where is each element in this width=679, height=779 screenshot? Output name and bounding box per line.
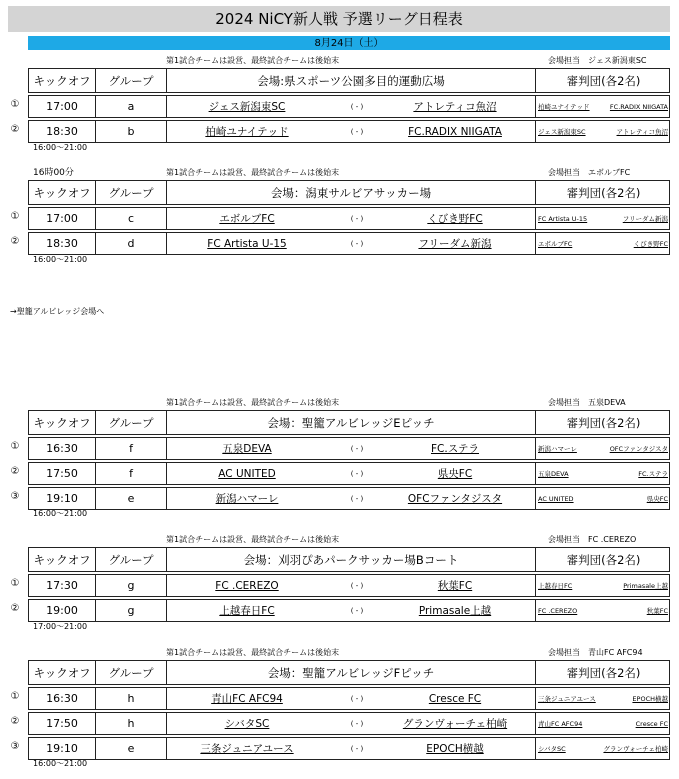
away-team: 秋葉FC [437,580,473,592]
match-teams [167,463,536,484]
away-team: Cresce FC [428,692,482,705]
referee-1: 三条ジュニアユース [538,695,596,703]
setup-note: 第1試合チームは設営、最終試合チームは後始末 [166,168,340,177]
match-teams [167,438,536,459]
referee-2: くびき野FC [633,240,668,248]
schedule-table [10,410,670,510]
vs-mark: ( - ) [350,102,364,111]
match-row [10,462,670,485]
venue-name: 会場：刈羽ぴあパークサッカー場Bコート [167,548,536,571]
referee-teams [536,600,671,621]
match-row [10,95,670,118]
vs-mark: ( - ) [350,469,364,478]
venue-manager: 会場担当 エボルブFC [548,168,631,177]
kickoff-time: 19:00 [29,600,96,621]
kickoff-time: 17:00 [29,96,96,117]
referee-header: 審判団(各2名) [566,552,641,567]
referee-teams [536,575,671,596]
match-teams [167,713,536,734]
referee-teams [536,463,671,484]
match-teams [167,575,536,596]
match-row [10,437,670,460]
home-team: 新潟ハマーレ [215,493,279,505]
group-letter: f [96,438,167,459]
vs-mark: ( - ) [350,127,364,136]
referee-2: フリーダム新潟 [622,215,668,223]
referee-header: 審判団(各2名) [566,415,641,430]
referee-1: AC UNITED [538,494,574,503]
kickoff-time: 17:30 [29,575,96,596]
time-range: 16:00～21:00 [33,509,88,518]
referee-teams [536,688,671,709]
referee-2: Primasale上越 [623,582,668,590]
away-team: OFCファンタジスタ [407,493,503,505]
match-teams [167,600,536,621]
referee-1: エボルブFC [538,240,573,248]
match-row [10,120,670,143]
kickoff-header: キックオフ [29,548,96,571]
time-range: 16:00～21:00 [33,255,88,264]
table-header [28,180,670,205]
venue-manager: 会場担当 五泉DEVA [548,398,626,407]
vs-mark: ( - ) [350,581,364,590]
vs-mark: ( - ) [350,694,364,703]
referee-header: 審判団(各2名) [566,665,641,680]
venue-manager: 会場担当 青山FC AFC94 [548,648,643,657]
referee-2: 秋葉FC [646,607,668,615]
schedule-table [10,68,670,143]
setup-note: 第1試合チームは設営、最終試合チームは後始末 [166,56,340,65]
vs-mark: ( - ) [350,239,364,248]
match-number: ② [10,466,20,477]
kickoff-time: 17:50 [29,713,96,734]
referee-2: Cresce FC [635,719,668,728]
referee-2: グランヴォーチェ柏崎 [603,745,668,753]
section-note [0,646,679,660]
table-header [28,660,670,685]
kickoff-time: 16:30 [29,688,96,709]
referee-1: 青山FC AFC94 [538,720,583,728]
start-time-note: 16時00分 [33,168,74,178]
match-number: ① [10,211,20,222]
match-row [10,232,670,255]
home-team: 柏崎ユナイテッド [205,126,289,138]
away-team: フリーダム新潟 [418,238,492,250]
kickoff-time: 19:10 [29,488,96,509]
time-range: 16:00～21:00 [33,759,88,768]
home-team: AC UNITED [218,467,276,480]
referee-teams [536,488,671,509]
table-header [28,410,670,435]
time-range: 17:00～21:00 [33,622,88,631]
group-letter: b [96,121,167,142]
vs-mark: ( - ) [350,214,364,223]
referee-header: 審判団(各2名) [566,73,641,88]
kickoff-header: キックオフ [29,411,96,434]
away-team: FC.RADIX NIIGATA [408,125,502,138]
group-letter: h [96,688,167,709]
referee-teams [536,208,671,229]
group-header: グループ [96,661,167,684]
referee-2: アトレティコ魚沼 [616,128,668,136]
away-team: アトレティコ魚沼 [413,101,497,113]
home-team: エボルブFC [219,213,275,225]
home-team: 五泉DEVA [222,443,272,455]
referee-1: 上越春日FC [538,582,573,590]
vs-mark: ( - ) [350,494,364,503]
referee-teams [536,121,671,142]
kickoff-time: 19:10 [29,738,96,759]
referee-teams [536,713,671,734]
away-team: 県央FC [437,468,473,480]
kickoff-header: キックオフ [29,661,96,684]
section-note [0,54,679,68]
table-header [28,68,670,93]
referee-teams [536,233,671,254]
match-row [10,737,670,760]
match-teams [167,688,536,709]
match-number: ② [10,716,20,727]
referee-1: FC Artista U-15 [538,214,588,223]
referee-teams [536,738,671,759]
home-team: 青山FC AFC94 [211,693,283,705]
match-row [10,599,670,622]
home-team: シバタSC [224,718,270,730]
arrow-note: →聖籠アルビレッジ会場へ [10,307,105,316]
referee-1: 柏崎ユナイテッド [538,103,590,111]
group-header: グループ [96,548,167,571]
referee-2: EPOCH横越 [632,695,668,703]
referee-2: OFCファンタジスタ [609,445,668,453]
away-team: くびき野FC [427,213,483,225]
venue-manager: 会場担当 ジェス新潟東SC [548,56,647,65]
kickoff-time: 17:50 [29,463,96,484]
match-number: ② [10,236,20,247]
referee-teams [536,438,671,459]
page-title: 2024 NiCY新人戦 予選リーグ日程表 [8,6,670,32]
group-letter: h [96,713,167,734]
match-teams [167,488,536,509]
venue-name: 会場:県スポーツ公園多目的運動広場 [167,69,536,92]
home-team: ジェス新潟東SC [208,101,286,113]
kickoff-time: 16:30 [29,438,96,459]
home-team: 上越春日FC [219,605,275,617]
match-number: ① [10,691,20,702]
home-team: 三条ジュニアユース [200,743,294,755]
match-number: ② [10,603,20,614]
match-teams [167,208,536,229]
home-team: FC Artista U-15 [207,237,287,250]
referee-1: ジェス新潟東SC [538,128,586,136]
match-number: ① [10,99,20,110]
match-teams [167,96,536,117]
vs-mark: ( - ) [350,744,364,753]
match-row [10,687,670,710]
setup-note: 第1試合チームは設営、最終試合チームは後始末 [166,648,340,657]
match-teams [167,738,536,759]
referee-teams [536,96,671,117]
referee-1: シバタSC [538,745,566,753]
venue-name: 会場：聖籠アルビレッジFピッチ [167,661,536,684]
section-note [0,396,679,410]
match-number: ① [10,441,20,452]
venue-manager: 会場担当 FC .CEREZO [548,535,637,544]
time-range: 16:00～21:00 [33,143,88,152]
match-number: ③ [10,491,20,502]
group-letter: f [96,463,167,484]
kickoff-time: 18:30 [29,121,96,142]
away-team: EPOCH横越 [426,743,484,755]
referee-2: FC.RADIX NIIGATA [609,102,668,111]
referee-2: FC.ステラ [638,470,668,478]
setup-note: 第1試合チームは設営、最終試合チームは後始末 [166,398,340,407]
section-note [0,533,679,547]
vs-mark: ( - ) [350,719,364,728]
group-letter: g [96,600,167,621]
group-header: グループ [96,411,167,434]
vs-mark: ( - ) [350,606,364,615]
referee-1: 五泉DEVA [538,470,569,478]
match-row [10,207,670,230]
group-letter: d [96,233,167,254]
match-number: ② [10,124,20,135]
venue-name: 会場：聖籠アルビレッジEピッチ [167,411,536,434]
kickoff-header: キックオフ [29,181,96,204]
group-header: グループ [96,69,167,92]
date-banner: 8月24日（土） [28,36,670,50]
group-letter: g [96,575,167,596]
group-header: グループ [96,181,167,204]
match-teams [167,121,536,142]
match-number: ① [10,578,20,589]
vs-mark: ( - ) [350,444,364,453]
referee-1: 新潟ハマーレ [538,445,577,453]
group-letter: c [96,208,167,229]
schedule-table [10,547,670,622]
setup-note: 第1試合チームは設営、最終試合チームは後始末 [166,535,340,544]
match-row [10,487,670,510]
venue-name: 会場：潟東サルビアサッカー場 [167,181,536,204]
schedule-table [10,660,670,760]
home-team: FC .CEREZO [215,579,279,592]
group-letter: e [96,488,167,509]
section-note [0,166,679,180]
group-letter: a [96,96,167,117]
referee-2: 県央FC [646,495,668,503]
match-row [10,574,670,597]
kickoff-time: 18:30 [29,233,96,254]
kickoff-time: 17:00 [29,208,96,229]
group-letter: e [96,738,167,759]
referee-1: FC .CEREZO [538,606,578,615]
away-team: グランヴォーチェ柏崎 [402,718,508,730]
away-team: FC.ステラ [431,443,479,455]
kickoff-header: キックオフ [29,69,96,92]
away-team: Primasale上越 [418,605,492,617]
match-row [10,712,670,735]
match-number: ③ [10,741,20,752]
match-teams [167,233,536,254]
schedule-table [10,180,670,255]
referee-header: 審判団(各2名) [566,185,641,200]
table-header [28,547,670,572]
